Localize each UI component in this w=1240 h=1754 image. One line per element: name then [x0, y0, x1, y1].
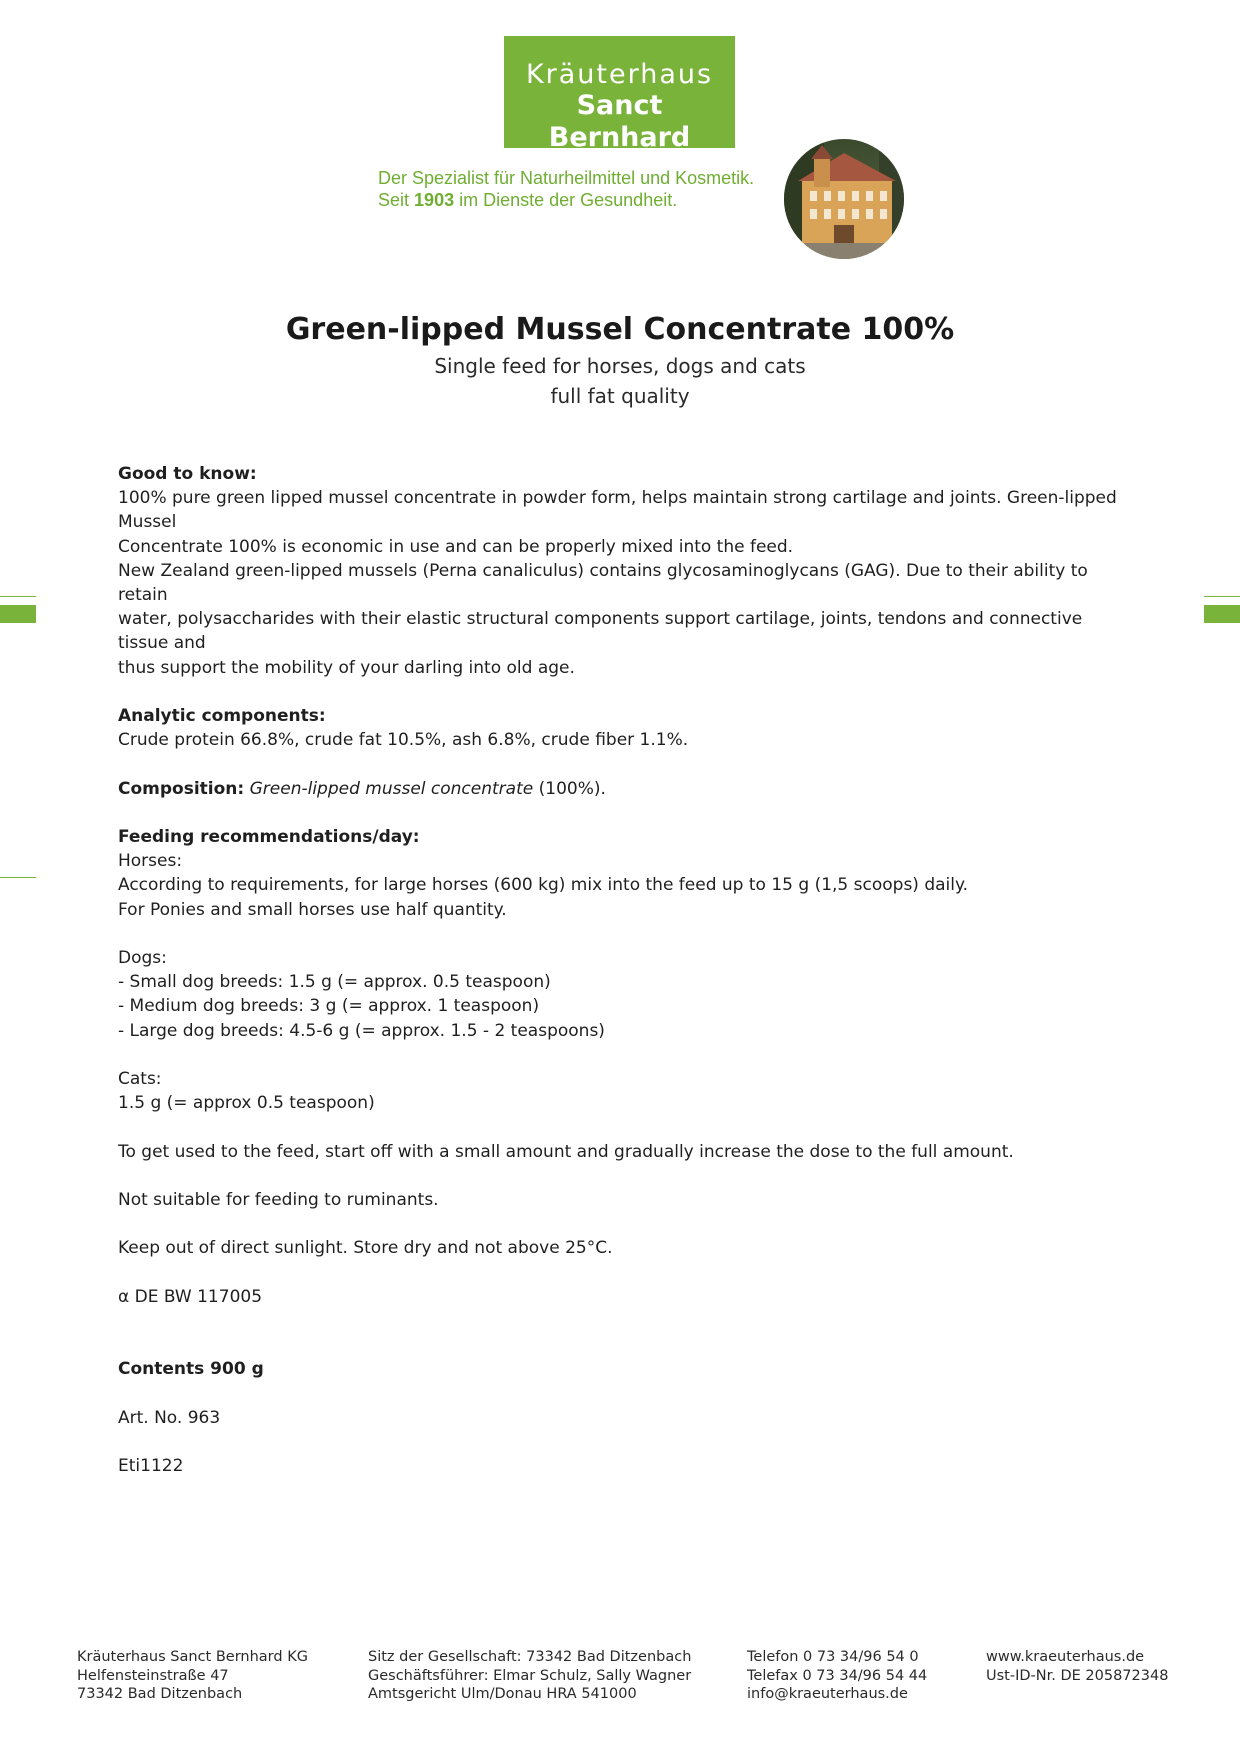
building-photo-icon	[784, 139, 904, 259]
ruminants-note: Not suitable for feeding to ruminants.	[118, 1189, 439, 1210]
good-to-know-heading: Good to know:	[118, 464, 257, 484]
brand-logo	[504, 36, 735, 153]
composition	[118, 777, 1128, 801]
product-quality: full fat quality	[550, 384, 690, 408]
side-mark-left-fold	[0, 877, 36, 878]
tagline-suffix: im Dienste der Gesundheit.	[459, 190, 678, 210]
feeding-heading: Feeding recommendations/day:	[118, 827, 420, 847]
footer-email: info@kraeuterhaus.de	[747, 1686, 908, 1702]
analytic-heading: Analytic components:	[118, 706, 326, 727]
horses-line: According to requirements, for large horses (600 kg) mix into the feed up to 15 g (1,5 scoops) daily.	[118, 875, 969, 896]
footer-fax: Telefax 0 73 34/96 54 44	[747, 1667, 928, 1684]
composition-label: Composition:	[118, 778, 245, 799]
footer-seat: Sitz der Gesellschaft: 73342 Bad Ditzenbach	[368, 1649, 692, 1665]
composition-ingredient: Green-lipped mussel concentrate	[249, 778, 534, 799]
tagline	[378, 167, 778, 211]
tagline-prefix: Seit	[378, 190, 410, 210]
product-title: Green-lipped Mussel Concentrate 100%	[285, 312, 955, 347]
tagline-line-1: Der Spezialist für Naturheilmittel und Kosmetik.	[378, 168, 755, 188]
footer-website: www.kraeuterhaus.de	[986, 1649, 1145, 1665]
dogs-label: Dogs:	[118, 948, 167, 968]
side-mark-left-bar	[0, 605, 36, 623]
cats-label: Cats:	[118, 1069, 162, 1089]
horses-label: Horses:	[118, 851, 183, 872]
dogs-line: - Medium dog breeds: 3 g (= approx. 1 teaspoon)	[118, 996, 540, 1017]
storage-note: Keep out of direct sunlight. Store dry and not above 25°C.	[118, 1238, 613, 1259]
footer-court: Amtsgericht Ulm/Donau HRA 541000	[368, 1686, 637, 1702]
footer-city: 73342 Bad Ditzenbach	[77, 1686, 243, 1702]
logo-line-1: Kräuterhaus	[525, 59, 714, 90]
logo-line-2: Sanct Bernhard	[548, 90, 691, 153]
footer-legal	[368, 1648, 691, 1704]
footer-managers: Geschäftsführer: Elmar Schulz, Sally Wagner	[368, 1667, 692, 1684]
product-description	[118, 462, 1128, 1478]
footer-company	[77, 1648, 308, 1704]
footer-contact	[747, 1648, 927, 1704]
footer-vat-id: Ust-ID-Nr. DE 205872348	[986, 1667, 1169, 1684]
footer-company-name: Kräuterhaus Sanct Bernhard KG	[77, 1649, 308, 1665]
contents: Contents 900 g	[118, 1359, 264, 1380]
gradual-note: To get used to the feed, start off with a small amount and gradually increase the dose to the full amount.	[118, 1141, 1014, 1162]
product-subtitle: Single feed for horses, dogs and cats	[434, 354, 806, 378]
dogs-line: - Large dog breeds: 4.5-6 g (= approx. 1.5 - 2 teaspoons)	[118, 1020, 605, 1041]
composition-percent: (100%).	[538, 778, 606, 799]
side-mark-right-bar	[1204, 605, 1240, 623]
good-to-know-line: Concentrate 100% is economic in use and can be properly mixed into the feed.	[118, 536, 794, 557]
tagline-line-2	[378, 189, 778, 211]
good-to-know-line: thus support the mobility of your darling into old age.	[118, 657, 575, 678]
footer-phone: Telefon 0 73 34/96 54 0	[747, 1649, 919, 1665]
tagline-year: 1903	[414, 190, 455, 210]
side-mark-right-line	[1204, 596, 1240, 597]
footer-street: Helfensteinstraße 47	[77, 1667, 229, 1684]
footer-web	[986, 1648, 1168, 1685]
dogs-line: - Small dog breeds: 1.5 g (= approx. 0.5 teaspoon)	[118, 972, 551, 993]
label-code: Eti1122	[118, 1456, 184, 1477]
article-number: Art. No. 963	[118, 1407, 221, 1428]
side-mark-left-line	[0, 596, 36, 597]
good-to-know-line: 100% pure green lipped mussel concentrate in powder form, helps maintain strong cartilage and joints. Green-lipped Mussel	[118, 488, 1117, 533]
cats-line: 1.5 g (= approx 0.5 teaspoon)	[118, 1093, 375, 1114]
analytic-text: Crude protein 66.8%, crude fat 10.5%, ash 6.8%, crude fiber 1.1%.	[118, 730, 689, 751]
registration-number: α DE BW 117005	[118, 1286, 263, 1307]
good-to-know-line: water, polysaccharides with their elastic structural components support cartilage, joints, tendons and connective tissue and	[118, 609, 1083, 654]
good-to-know-line: New Zealand green-lipped mussels (Perna canaliculus) contains glycosaminoglycans (GAG). Due to their ability to retain	[118, 560, 1088, 606]
horses-line: For Ponies and small horses use half quantity.	[118, 899, 507, 920]
